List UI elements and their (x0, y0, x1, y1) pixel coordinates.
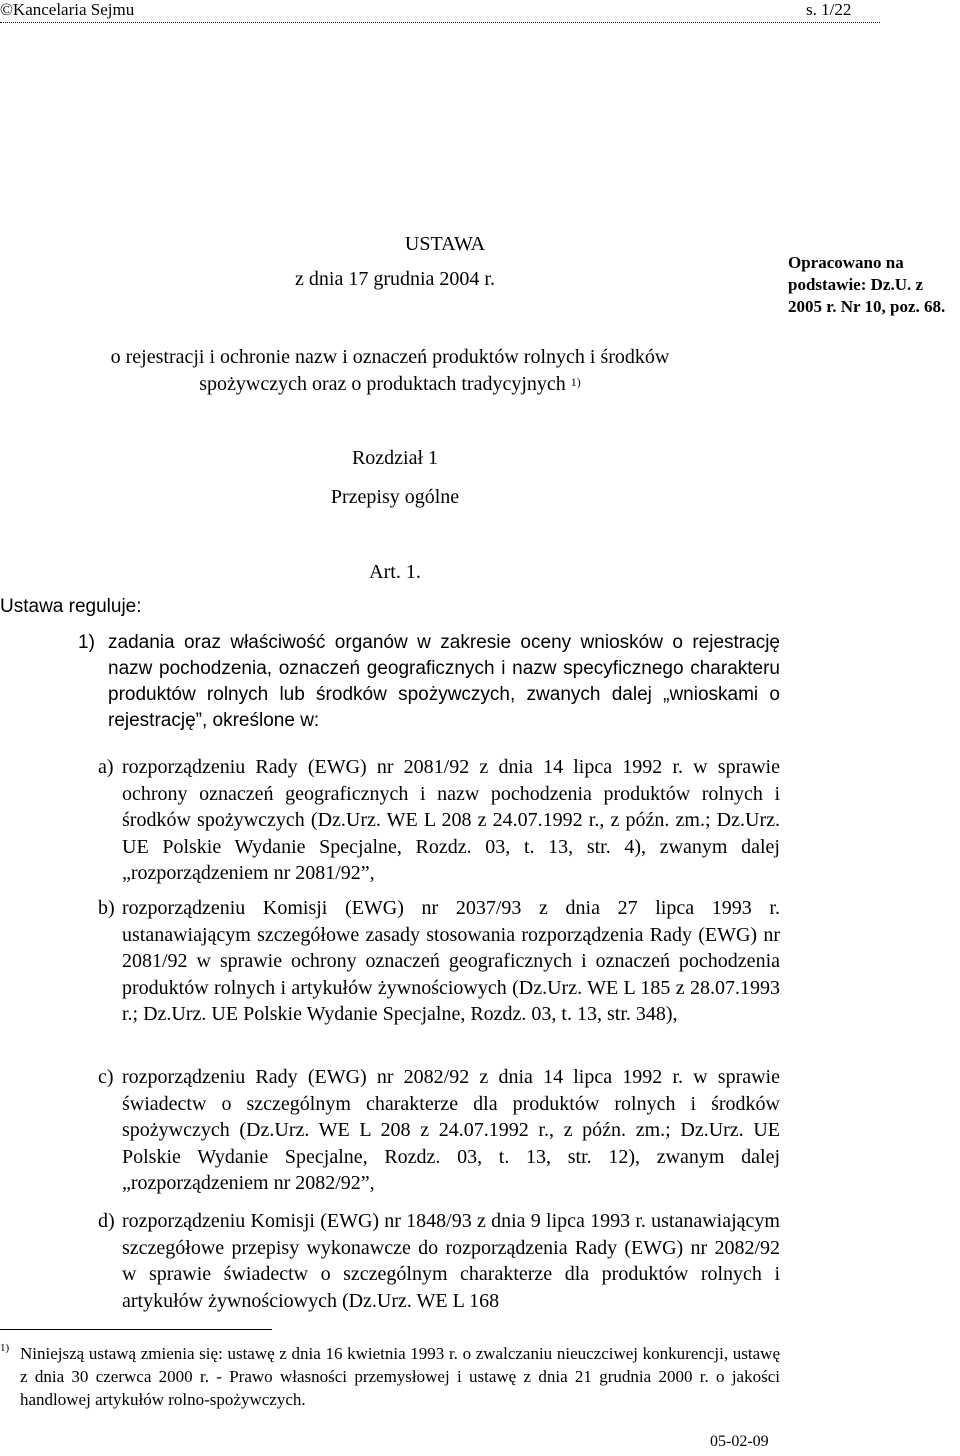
footnote-divider (0, 1329, 272, 1330)
chapter-title: Przepisy ogólne (330, 486, 460, 508)
header-source: ©Kancelaria Sejmu (0, 0, 135, 19)
act-subject-text: spożywczych oraz o produktach tradycyjnych (199, 373, 566, 395)
article-heading: Art. 1. (369, 561, 421, 583)
point-number: 1) (78, 632, 95, 653)
act-type-title: USTAWA (404, 233, 486, 255)
act-date: z dnia 17 grudnia 2004 r. (295, 268, 495, 290)
list-item-marker: d) (98, 1210, 115, 1232)
chapter-number: Rozdział 1 (351, 447, 439, 469)
source-note: Opracowano na podstawie: Dz.U. z 2005 r. Nr 10, poz. 68. (788, 253, 946, 316)
footnote-text: Niniejszą ustawą zmienia się: ustawę z dnia 16 kwietnia 1993 r. o zwalczaniu nieuczciwej konkurencji, ustawę z dnia 30 czerwca 2000 r. - Prawo własności przemysłowej i ustawę z dnia 21 grudnia 2000 r. o jakości handlowej artykułów rolno-spożywczych. (20, 1344, 780, 1409)
act-subject-line-1: o rejestracji i ochronie nazw i oznaczeń produktów rolnych i środków (110, 346, 670, 368)
article-intro: Ustawa reguluje: (0, 596, 142, 617)
point-text: zadania oraz właściwość organów w zakresie oceny wniosków o rejestrację nazw pochodzenia, oznaczeń geograficznych i nazw specyficznego charakteru produktów rolnych lub środków spożywczych, zwanych dalej „wnioskami o rejestrację”, określone w: (108, 632, 780, 731)
act-subject-line-2 (0, 371, 780, 397)
header-page-number: s. 1/22 (806, 0, 852, 19)
list-item-text: rozporządzeniu Komisji (EWG) nr 2037/93 z dnia 27 lipca 1993 r. ustanawiającym szczegółowe zasady stosowania rozporządzenia Rady (EWG) nr 2081/92 w sprawie ochrony oznaczeń geograficznych i oznaczeń pochodzenia produktów rolnych i artykułów żywnościowych (Dz.Urz. WE L 185 z 28.07.1993 r.; Dz.Urz. UE Polskie Wydanie Specjalne, Rozdz. 03, t. 13, str. 348), (122, 897, 780, 1025)
footnote-reference[interactable]: 1) (570, 375, 581, 389)
footnote-marker: 1) (0, 1342, 10, 1354)
list-item-marker: b) (98, 897, 115, 919)
list-item-text: rozporządzeniu Rady (EWG) nr 2082/92 z dnia 14 lipca 1992 r. w sprawie świadectw o szczególnym charakterze dla produktów rolnych i środków spożywczych (Dz.Urz. WE L 208 z 24.07.1992 r., z późn. zm.; Dz.Urz. UE Polskie Wydanie Specjalne, Rozdz. 03, t. 13, str. 12), zwanym dalej „rozporządzeniem nr 2082/92”, (122, 1066, 780, 1194)
page-code: 05-02-09 (710, 1433, 769, 1450)
list-item-text: rozporządzeniu Rady (EWG) nr 2081/92 z dnia 14 lipca 1992 r. w sprawie ochrony oznaczeń geograficznych i nazw pochodzenia produktów rolnych i środków spożywczych (Dz.Urz. WE L 208 z 24.07.1992 r., z późn. zm.; Dz.Urz. UE Polskie Wydanie Specjalne, Rozdz. 03, t. 13, str. 4), zwanym dalej „rozporządzeniem nr 2081/92”, (122, 756, 780, 884)
header-divider (0, 22, 880, 23)
list-item-marker: a) (98, 756, 114, 778)
list-item-marker: c) (98, 1066, 114, 1088)
list-item-text: rozporządzeniu Komisji (EWG) nr 1848/93 z dnia 9 lipca 1993 r. ustanawiającym szczegółowe przepisy wykonawcze do rozporządzenia Rady (EWG) nr 2082/92 w sprawie świadectw o szczególnym charakterze dla produktów rolnych i artykułów żywnościowych (Dz.Urz. WE L 168 (122, 1210, 780, 1312)
